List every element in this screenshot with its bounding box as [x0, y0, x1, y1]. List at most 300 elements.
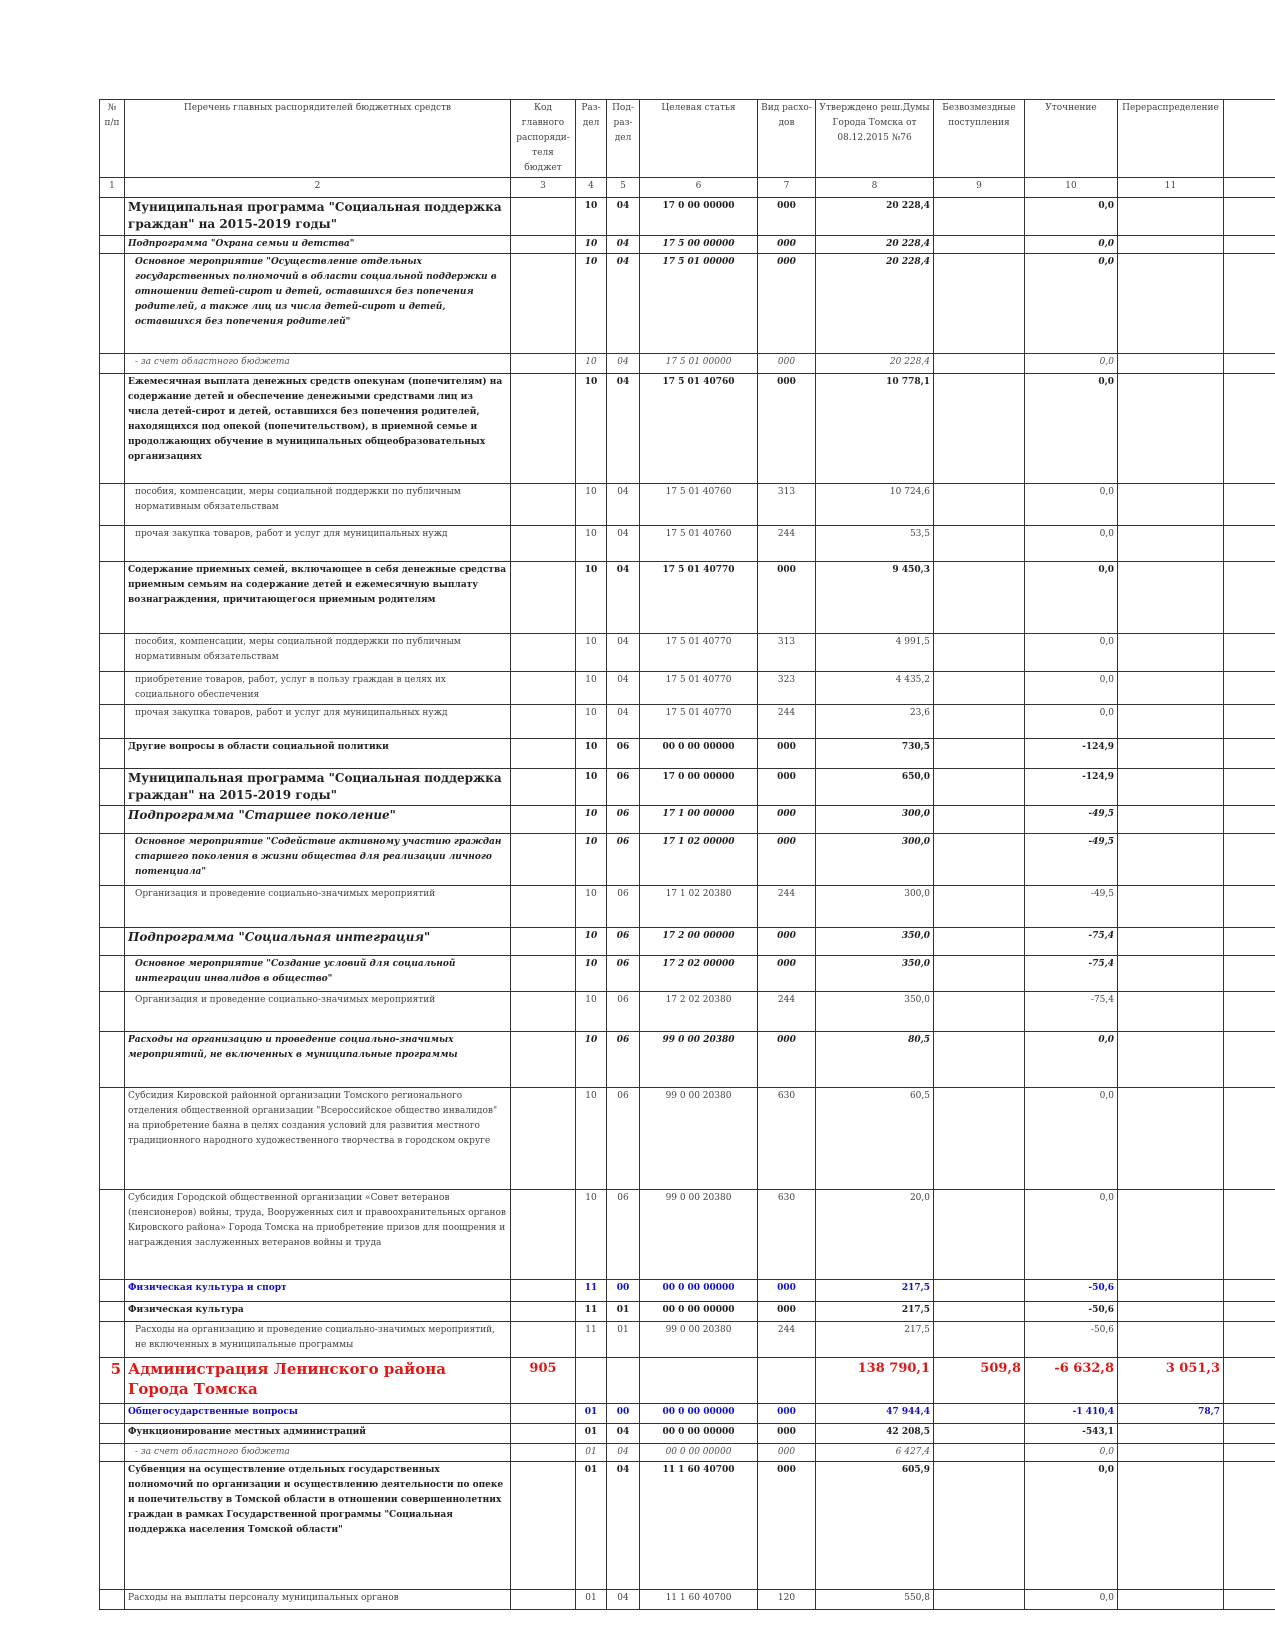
- row-extra: [1224, 374, 1275, 484]
- row-num: 5: [100, 1358, 125, 1404]
- row-podrazdel: 00: [607, 1404, 640, 1424]
- row-num: [100, 484, 125, 526]
- row-num: [100, 956, 125, 992]
- row-extra: [1224, 672, 1275, 705]
- table-row: [100, 672, 1275, 705]
- row-extra: [1224, 739, 1275, 769]
- row-target: 17 5 01 40770: [640, 672, 758, 705]
- row-approved: 605,9: [816, 1462, 934, 1590]
- row-podrazdel: 06: [607, 886, 640, 928]
- row-clarif: -49,5: [1025, 834, 1118, 886]
- row-extra: [1224, 705, 1275, 739]
- table-row: [100, 254, 1275, 354]
- table-row: [100, 484, 1275, 526]
- row-extra: [1224, 562, 1275, 634]
- row-code: [511, 1302, 576, 1322]
- row-free: [934, 1190, 1025, 1280]
- header-num: № п/п: [100, 100, 125, 178]
- row-approved: 20 228,4: [816, 354, 934, 374]
- row-redistr: [1118, 484, 1224, 526]
- table-row: [100, 739, 1275, 769]
- row-name: прочая закупка товаров, работ и услуг для муниципальных нужд: [125, 526, 511, 562]
- row-code: [511, 562, 576, 634]
- row-free: [934, 769, 1025, 806]
- row-code: [511, 1444, 576, 1462]
- row-extra: [1224, 992, 1275, 1032]
- row-num: [100, 1032, 125, 1088]
- row-name: Основное мероприятие "Содействие активному участию граждан старшего поколения в жизни общества для реализации личного потенциала": [125, 834, 511, 886]
- row-vid: 000: [758, 198, 816, 236]
- row-free: [934, 1302, 1025, 1322]
- row-podrazdel: 04: [607, 1444, 640, 1462]
- row-free: [934, 198, 1025, 236]
- row-podrazdel: 04: [607, 634, 640, 672]
- row-vid: 000: [758, 739, 816, 769]
- row-vid: 120: [758, 1590, 816, 1610]
- row-name: прочая закупка товаров, работ и услуг для муниципальных нужд: [125, 705, 511, 739]
- row-extra: [1224, 254, 1275, 354]
- row-num: [100, 1322, 125, 1358]
- row-name: Функционирование местных администраций: [125, 1424, 511, 1444]
- column-numbers-row: [100, 178, 1275, 198]
- row-vid: 000: [758, 769, 816, 806]
- row-podrazdel: 01: [607, 1302, 640, 1322]
- table-row: [100, 886, 1275, 928]
- row-approved: 350,0: [816, 928, 934, 956]
- row-clarif: -75,4: [1025, 928, 1118, 956]
- row-redistr: [1118, 1590, 1224, 1610]
- row-razdel: 10: [576, 198, 607, 236]
- row-razdel: 11: [576, 1302, 607, 1322]
- row-num: [100, 354, 125, 374]
- table-row: [100, 806, 1275, 834]
- row-extra: [1224, 886, 1275, 928]
- row-vid: 000: [758, 834, 816, 886]
- row-free: [934, 484, 1025, 526]
- row-extra: [1224, 769, 1275, 806]
- row-redistr: [1118, 1190, 1224, 1280]
- row-extra: [1224, 806, 1275, 834]
- row-num: [100, 198, 125, 236]
- row-approved: 20 228,4: [816, 236, 934, 254]
- row-code: [511, 769, 576, 806]
- row-clarif: 0,0: [1025, 374, 1118, 484]
- row-redistr: [1118, 254, 1224, 354]
- row-target: 17 5 01 40760: [640, 374, 758, 484]
- row-name: Администрация Ленинского района Города Томска: [125, 1358, 511, 1404]
- header-name: Перечень главных распорядителей бюджетных средств: [125, 100, 511, 178]
- header-redistr: Перераспределение: [1118, 100, 1224, 178]
- row-vid: 000: [758, 1032, 816, 1088]
- row-approved: 9 450,3: [816, 562, 934, 634]
- row-clarif: 0,0: [1025, 1190, 1118, 1280]
- row-redistr: [1118, 806, 1224, 834]
- row-razdel: 10: [576, 806, 607, 834]
- row-name: Подпрограмма "Старшее поколение": [125, 806, 511, 834]
- row-podrazdel: 04: [607, 236, 640, 254]
- row-redistr: [1118, 1462, 1224, 1590]
- row-code: [511, 672, 576, 705]
- row-target: 11 1 60 40700: [640, 1462, 758, 1590]
- row-redistr: 78,7: [1118, 1404, 1224, 1424]
- row-extra: [1224, 1462, 1275, 1590]
- row-free: [934, 354, 1025, 374]
- row-code: [511, 1280, 576, 1302]
- row-clarif: 0,0: [1025, 526, 1118, 562]
- row-razdel: 01: [576, 1424, 607, 1444]
- row-extra: [1224, 354, 1275, 374]
- row-razdel: 10: [576, 374, 607, 484]
- row-approved: 42 208,5: [816, 1424, 934, 1444]
- row-clarif: 0,0: [1025, 236, 1118, 254]
- row-name: приобретение товаров, работ, услуг в пользу граждан в целях их социального обеспечения: [125, 672, 511, 705]
- colnum-4: 4: [576, 178, 607, 198]
- row-redistr: [1118, 705, 1224, 739]
- row-free: [934, 1590, 1025, 1610]
- row-razdel: 10: [576, 354, 607, 374]
- row-redistr: [1118, 634, 1224, 672]
- row-redistr: [1118, 1280, 1224, 1302]
- row-extra: [1224, 1444, 1275, 1462]
- row-name: Основное мероприятие "Осуществление отдельных государственных полномочий в области социальной поддержки в отношении детей-сирот и детей, оставшихся без попечения родителей, а также лиц из числа детей-сирот и детей, оставшихся без попечения родителей": [125, 254, 511, 354]
- row-code: [511, 198, 576, 236]
- row-free: [934, 526, 1025, 562]
- row-code: [511, 1462, 576, 1590]
- row-extra: [1224, 1322, 1275, 1358]
- row-podrazdel: 06: [607, 1088, 640, 1190]
- row-approved: 4 435,2: [816, 672, 934, 705]
- colnum-8: 8: [816, 178, 934, 198]
- row-target: 00 0 00 00000: [640, 1444, 758, 1462]
- row-extra: [1224, 484, 1275, 526]
- row-podrazdel: 04: [607, 562, 640, 634]
- row-clarif: -543,1: [1025, 1424, 1118, 1444]
- row-clarif: -124,9: [1025, 769, 1118, 806]
- row-podrazdel: 01: [607, 1322, 640, 1358]
- row-podrazdel: 00: [607, 1280, 640, 1302]
- row-razdel: 10: [576, 928, 607, 956]
- table-row: [100, 1302, 1275, 1322]
- row-razdel: 10: [576, 956, 607, 992]
- row-code: [511, 1032, 576, 1088]
- row-target: 99 0 00 20380: [640, 1032, 758, 1088]
- row-podrazdel: 04: [607, 484, 640, 526]
- row-free: [934, 374, 1025, 484]
- row-vid: 000: [758, 1404, 816, 1424]
- row-name: Организация и проведение социально-значимых мероприятий: [125, 992, 511, 1032]
- row-redistr: [1118, 1032, 1224, 1088]
- row-num: [100, 1280, 125, 1302]
- row-vid: 244: [758, 992, 816, 1032]
- colnum-1: 1: [100, 178, 125, 198]
- row-code: [511, 1424, 576, 1444]
- row-name: - за счет областного бюджета: [125, 1444, 511, 1462]
- row-name: Муниципальная программа "Социальная поддержка граждан" на 2015-2019 годы": [125, 769, 511, 806]
- header-approved: Утверждено реш.Думы Города Томска от 08.12.2015 №76: [816, 100, 934, 178]
- row-podrazdel: 04: [607, 1424, 640, 1444]
- row-vid: 313: [758, 484, 816, 526]
- row-extra: [1224, 198, 1275, 236]
- row-vid: 000: [758, 1444, 816, 1462]
- row-redistr: [1118, 198, 1224, 236]
- row-vid: 000: [758, 1302, 816, 1322]
- row-name: Общегосударственные вопросы: [125, 1404, 511, 1424]
- row-redistr: [1118, 1302, 1224, 1322]
- row-redistr: [1118, 1424, 1224, 1444]
- table-row: [100, 634, 1275, 672]
- row-clarif: -75,4: [1025, 956, 1118, 992]
- row-name: пособия, компенсации, меры социальной поддержки по публичным нормативным обязательствам: [125, 634, 511, 672]
- row-approved: 300,0: [816, 834, 934, 886]
- row-free: [934, 672, 1025, 705]
- row-razdel: 10: [576, 1088, 607, 1190]
- row-razdel: 10: [576, 672, 607, 705]
- row-extra: [1224, 928, 1275, 956]
- row-num: [100, 526, 125, 562]
- row-name: Основное мероприятие "Создание условий для социальной интеграции инвалидов в общество": [125, 956, 511, 992]
- row-podrazdel: 04: [607, 1462, 640, 1590]
- table-row: [100, 769, 1275, 806]
- row-target: 17 0 00 00000: [640, 769, 758, 806]
- row-name: Расходы на выплаты персоналу муниципальных органов: [125, 1590, 511, 1610]
- row-free: [934, 956, 1025, 992]
- row-podrazdel: 04: [607, 526, 640, 562]
- row-vid: 244: [758, 705, 816, 739]
- table-row: [100, 1424, 1275, 1444]
- row-podrazdel: 06: [607, 834, 640, 886]
- row-code: [511, 236, 576, 254]
- row-code: [511, 526, 576, 562]
- row-approved: 730,5: [816, 739, 934, 769]
- row-extra: [1224, 526, 1275, 562]
- row-vid: 000: [758, 1462, 816, 1590]
- row-redistr: [1118, 526, 1224, 562]
- row-redistr: 3 051,3: [1118, 1358, 1224, 1404]
- row-target: 17 2 02 20380: [640, 992, 758, 1032]
- row-target: 17 1 02 20380: [640, 886, 758, 928]
- row-clarif: 0,0: [1025, 672, 1118, 705]
- table-row: [100, 928, 1275, 956]
- row-extra: [1224, 1088, 1275, 1190]
- row-target: 17 5 01 40770: [640, 562, 758, 634]
- row-free: [934, 705, 1025, 739]
- row-podrazdel: 06: [607, 956, 640, 992]
- row-approved: 217,5: [816, 1302, 934, 1322]
- row-podrazdel: 06: [607, 1190, 640, 1280]
- row-target: 17 1 02 00000: [640, 834, 758, 886]
- row-redistr: [1118, 1322, 1224, 1358]
- row-num: [100, 769, 125, 806]
- row-vid: 000: [758, 374, 816, 484]
- row-vid: 000: [758, 254, 816, 354]
- row-clarif: -1 410,4: [1025, 1404, 1118, 1424]
- table-row: [100, 562, 1275, 634]
- table-row: [100, 1088, 1275, 1190]
- row-approved: 4 991,5: [816, 634, 934, 672]
- row-podrazdel: 04: [607, 254, 640, 354]
- row-clarif: -50,6: [1025, 1322, 1118, 1358]
- row-razdel: 10: [576, 236, 607, 254]
- colnum-12: [1224, 178, 1275, 198]
- row-razdel: 10: [576, 1032, 607, 1088]
- row-approved: 650,0: [816, 769, 934, 806]
- row-clarif: 0,0: [1025, 1088, 1118, 1190]
- row-target: 17 1 00 00000: [640, 806, 758, 834]
- row-num: [100, 562, 125, 634]
- row-approved: 10 724,6: [816, 484, 934, 526]
- row-extra: [1224, 1032, 1275, 1088]
- row-name: - за счет областного бюджета: [125, 354, 511, 374]
- row-num: [100, 992, 125, 1032]
- row-free: [934, 992, 1025, 1032]
- row-vid: 000: [758, 1280, 816, 1302]
- row-extra: [1224, 1280, 1275, 1302]
- row-code: [511, 834, 576, 886]
- table-row: [100, 1462, 1275, 1590]
- row-target: 17 2 00 00000: [640, 928, 758, 956]
- row-free: [934, 1322, 1025, 1358]
- row-code: [511, 484, 576, 526]
- row-num: [100, 928, 125, 956]
- row-redistr: [1118, 374, 1224, 484]
- row-clarif: 0,0: [1025, 254, 1118, 354]
- budget-table: [99, 99, 1275, 1610]
- row-clarif: 0,0: [1025, 1032, 1118, 1088]
- row-redistr: [1118, 769, 1224, 806]
- row-redistr: [1118, 739, 1224, 769]
- colnum-2: 2: [125, 178, 511, 198]
- row-code: [511, 886, 576, 928]
- row-target: [640, 1358, 758, 1404]
- table-row: [100, 1404, 1275, 1424]
- table-row: [100, 354, 1275, 374]
- row-free: [934, 1424, 1025, 1444]
- row-clarif: 0,0: [1025, 562, 1118, 634]
- row-code: [511, 739, 576, 769]
- row-vid: 000: [758, 562, 816, 634]
- row-name: Субсидия Городской общественной организации «Совет ветеранов (пенсионеров) войны, труда, Вооруженных сил и правоохранительных органов Кировского района» Города Томска на приобретение призов для поощрения и награждения заслуженных ветеранов войны и труда: [125, 1190, 511, 1280]
- row-num: [100, 739, 125, 769]
- colnum-3: 3: [511, 178, 576, 198]
- row-code: [511, 374, 576, 484]
- row-podrazdel: 04: [607, 705, 640, 739]
- row-num: [100, 1190, 125, 1280]
- header-code: Код главного распоряди-теля бюджет: [511, 100, 576, 178]
- row-num: [100, 1404, 125, 1424]
- header-razdel: Раз-дел: [576, 100, 607, 178]
- row-num: [100, 236, 125, 254]
- row-target: 17 5 00 00000: [640, 236, 758, 254]
- row-clarif: 0,0: [1025, 198, 1118, 236]
- row-target: 99 0 00 20380: [640, 1322, 758, 1358]
- row-approved: 47 944,4: [816, 1404, 934, 1424]
- table-row: [100, 1322, 1275, 1358]
- row-redistr: [1118, 562, 1224, 634]
- row-target: 17 5 01 00000: [640, 354, 758, 374]
- row-redistr: [1118, 1444, 1224, 1462]
- row-razdel: 10: [576, 769, 607, 806]
- row-extra: [1224, 1424, 1275, 1444]
- row-target: 17 2 02 00000: [640, 956, 758, 992]
- header-extra: [1224, 100, 1275, 178]
- row-redistr: [1118, 354, 1224, 374]
- row-code: [511, 806, 576, 834]
- row-target: 00 0 00 00000: [640, 1424, 758, 1444]
- row-name: Расходы на организацию и проведение социально-значимых мероприятий, не включенных в муниципальные программы: [125, 1322, 511, 1358]
- row-code: [511, 1404, 576, 1424]
- row-free: [934, 1444, 1025, 1462]
- row-podrazdel: 04: [607, 374, 640, 484]
- row-clarif: -50,6: [1025, 1280, 1118, 1302]
- row-num: [100, 1424, 125, 1444]
- row-approved: 80,5: [816, 1032, 934, 1088]
- row-razdel: 11: [576, 1322, 607, 1358]
- row-clarif: -49,5: [1025, 886, 1118, 928]
- row-num: [100, 374, 125, 484]
- row-code: [511, 1590, 576, 1610]
- row-code: [511, 254, 576, 354]
- row-approved: 300,0: [816, 806, 934, 834]
- row-num: [100, 672, 125, 705]
- row-razdel: 10: [576, 1190, 607, 1280]
- colnum-10: 10: [1025, 178, 1118, 198]
- row-name: Физическая культура и спорт: [125, 1280, 511, 1302]
- row-free: [934, 1462, 1025, 1590]
- row-extra: [1224, 634, 1275, 672]
- row-vid: 000: [758, 236, 816, 254]
- row-vid: 313: [758, 634, 816, 672]
- row-podrazdel: 04: [607, 672, 640, 705]
- row-free: [934, 806, 1025, 834]
- row-extra: [1224, 1190, 1275, 1280]
- table-row: [100, 198, 1275, 236]
- row-redistr: [1118, 956, 1224, 992]
- row-target: 17 0 00 00000: [640, 198, 758, 236]
- row-approved: 350,0: [816, 992, 934, 1032]
- row-vid: 323: [758, 672, 816, 705]
- row-redistr: [1118, 1088, 1224, 1190]
- row-name: Муниципальная программа "Социальная поддержка граждан" на 2015-2019 годы": [125, 198, 511, 236]
- row-target: 17 5 01 40760: [640, 526, 758, 562]
- row-extra: [1224, 956, 1275, 992]
- row-razdel: 10: [576, 834, 607, 886]
- row-target: 17 5 01 40770: [640, 705, 758, 739]
- header-clarif: Уточнение: [1025, 100, 1118, 178]
- row-approved: 300,0: [816, 886, 934, 928]
- row-free: [934, 739, 1025, 769]
- row-num: [100, 1590, 125, 1610]
- row-vid: 630: [758, 1088, 816, 1190]
- row-podrazdel: 04: [607, 198, 640, 236]
- row-clarif: 0,0: [1025, 634, 1118, 672]
- row-redistr: [1118, 928, 1224, 956]
- row-code: [511, 956, 576, 992]
- row-approved: 23,6: [816, 705, 934, 739]
- row-free: [934, 562, 1025, 634]
- row-num: [100, 1444, 125, 1462]
- row-num: [100, 806, 125, 834]
- colnum-11: 11: [1118, 178, 1224, 198]
- row-podrazdel: 06: [607, 928, 640, 956]
- row-name: Другие вопросы в области социальной политики: [125, 739, 511, 769]
- row-target: 17 5 01 00000: [640, 254, 758, 354]
- row-num: [100, 1302, 125, 1322]
- row-approved: 20 228,4: [816, 198, 934, 236]
- row-vid: 630: [758, 1190, 816, 1280]
- row-num: [100, 1462, 125, 1590]
- row-name: Субсидия Кировской районной организации Томского регионального отделения общественной организации "Всероссийское общество инвалидов" на приобретение баяна в целях создания условий для развития местного традиционного народного художественного творчества в городском округе: [125, 1088, 511, 1190]
- row-extra: [1224, 1590, 1275, 1610]
